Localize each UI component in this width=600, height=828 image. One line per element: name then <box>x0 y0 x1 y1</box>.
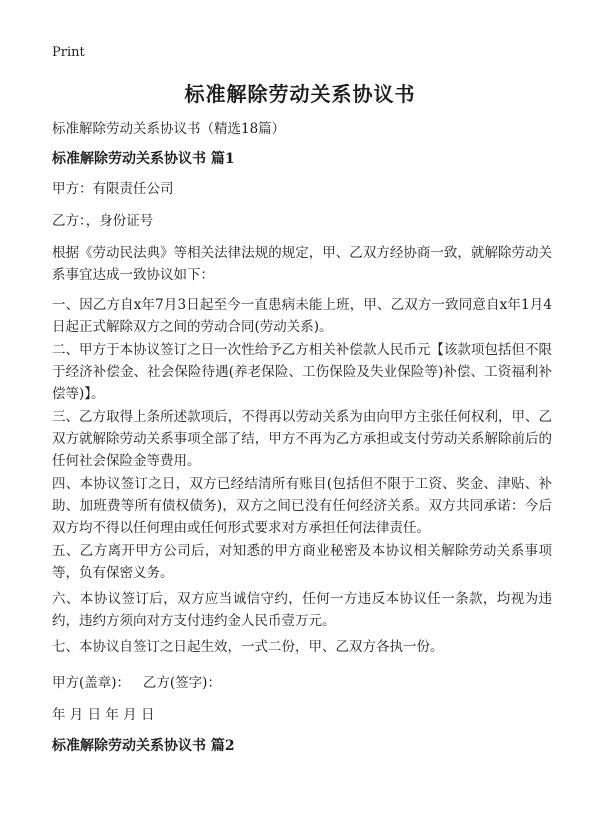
clause-6: 六、本协议签订后，双方应当诚信守约，任何一方违反本协议任一条款，均视为违约，违约方须向对方支付违约金人民币壹万元。 <box>52 591 552 629</box>
section-heading-1: 标准解除劳动关系协议书 篇1 <box>52 151 235 167</box>
document-subtitle: 标准解除劳动关系协议书（精选18篇） <box>52 121 286 137</box>
party-b-line: 乙方：，身份证号 <box>52 213 154 229</box>
clause-2: 二、甲方于本协议签订之日一次性给予乙方相关补偿款人民币元【该款项包括但不限于经济补偿金、社会保险待遇(养老保险、工伤保险及失业保险等)补偿、工资福利补偿等)】。 <box>52 342 552 402</box>
clause-7: 七、本协议自签订之日起生效，一式二份，甲、乙双方各执一份。 <box>52 639 444 655</box>
intro-paragraph: 根据《劳动民法典》等相关法律法规的规定，甲、乙双方经协商一致，就解除劳动关系事宜达成一致协议如下： <box>52 245 552 283</box>
clause-5: 五、乙方离开甲方公司后，对知悉的甲方商业秘密及本协议相关解除劳动关系事项等，负有保密义务。 <box>52 543 552 581</box>
page-title: 标准解除劳动关系协议书 <box>184 82 416 106</box>
date-line: 年 月 日 年 月 日 <box>52 707 155 723</box>
clause-1: 一、因乙方自x年7月3日起至今一直患病未能上班，甲、乙双方一致同意自x年1月4日起正式解除双方之间的劳动合同(劳动关系)。 <box>52 297 552 335</box>
print-link[interactable]: Print <box>52 45 85 60</box>
signature-line: 甲方(盖章)： 乙方(签字)： <box>52 675 221 691</box>
party-a-line: 甲方：有限责任公司 <box>52 181 174 197</box>
clause-3: 三、乙方取得上条所述款项后，不得再以劳动关系为由向甲方主张任何权利，甲、乙双方就解除劳动关系事项全部了结，甲方不再为乙方承担或支付劳动关系解除前后的任何社会保险金等费用。 <box>52 409 552 469</box>
clause-4: 四、本协议签订之日，双方已经结清所有账目(包括但不限于工资、奖金、津贴、补助、加班费等所有债权债务)，双方之间已没有任何经济关系。双方共同承诺：今后双方均不得以任何理由或任何形式要求对方承担任何法律责任。 <box>52 476 552 536</box>
section-heading-2: 标准解除劳动关系协议书 篇2 <box>52 738 235 754</box>
